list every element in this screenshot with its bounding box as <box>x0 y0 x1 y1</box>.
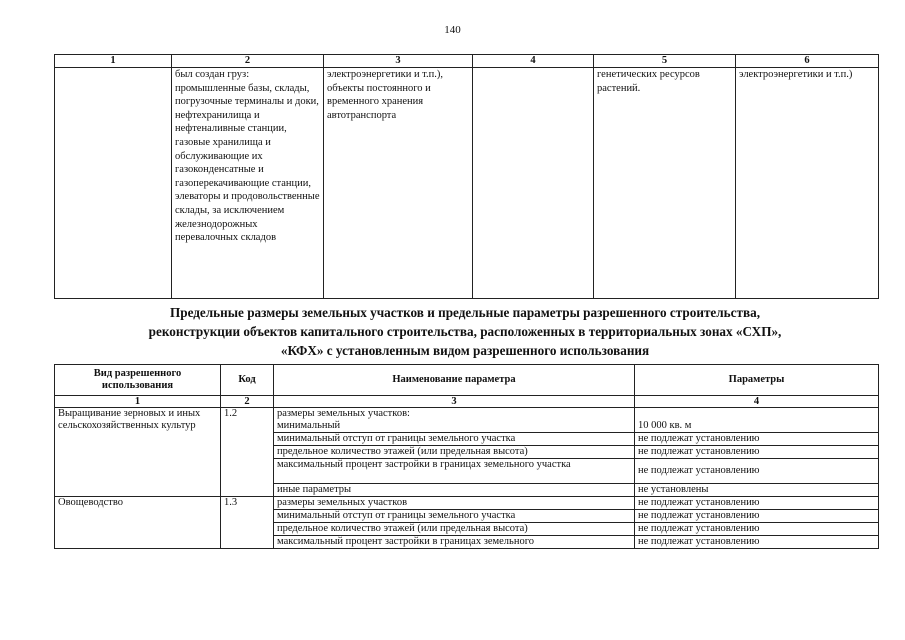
col-number: 1 <box>55 396 221 408</box>
param-value-cell: не подлежат установлению <box>635 497 879 510</box>
table-cell: был создан груз: промышленные базы, склады, погрузочные терминалы и доки, нефтехранилища и нефтеналивные станции, газовые хранилища и обслуживающие их газоконденсатные и газоперекачивающие станции, элеваторы и продовольственные склады, за исключением железнодорожных перевалочных складов <box>172 68 324 299</box>
table-row <box>55 497 879 510</box>
parameters-table <box>54 364 879 549</box>
section-heading <box>40 303 890 360</box>
col-number: 4 <box>473 55 594 68</box>
param-name-cell: максимальный процент застройки в границах земельного <box>274 536 635 549</box>
heading-line: «КФХ» с установленным видом разрешенного использования <box>280 343 650 358</box>
header-code: Код <box>221 365 274 396</box>
table-cell <box>55 68 172 299</box>
heading-line: реконструкции объектов капитального строительства, расположенных в территориальных зонах «СХП», <box>148 324 782 339</box>
table-row <box>55 68 879 299</box>
continued-table <box>54 54 879 299</box>
col-number: 3 <box>324 55 473 68</box>
param-value-cell: не подлежат установлению <box>635 510 879 523</box>
param-value-cell: не подлежат установлению <box>635 433 879 446</box>
page-number: 140 <box>444 24 461 36</box>
param-name-cell: минимальный отступ от границы земельного участка <box>274 510 635 523</box>
col-number: 2 <box>172 55 324 68</box>
param-name-cell: иные параметры <box>274 484 635 497</box>
table-row <box>55 408 879 433</box>
col-number: 4 <box>635 396 879 408</box>
col-number: 3 <box>274 396 635 408</box>
header-use: Вид разрешенного использования <box>55 365 221 396</box>
table-cell: электроэнергетики и т.п.) <box>736 68 879 299</box>
param-value-cell: не подлежат установлению <box>635 523 879 536</box>
col-number: 6 <box>736 55 879 68</box>
param-name-cell: размеры земельных участков <box>274 497 635 510</box>
param-value-cell: 10 000 кв. м <box>635 408 879 433</box>
col-number: 2 <box>221 396 274 408</box>
heading-line: Предельные размеры земельных участков и предельные параметры разрешенного строительства, <box>169 305 760 320</box>
param-name-cell: максимальный процент застройки в границах земельного участка <box>274 459 635 484</box>
col-number: 1 <box>55 55 172 68</box>
table-cell: генетических ресурсов растений. <box>594 68 736 299</box>
param-name-cell: минимальный отступ от границы земельного участка <box>274 433 635 446</box>
param-name-text: размеры земельных участков: минимальный <box>277 408 410 431</box>
table-cell <box>473 68 594 299</box>
use-type-cell: Выращивание зерновых и иных сельскохозяйственных культур <box>55 408 221 497</box>
param-value-cell: не подлежат установлению <box>635 446 879 459</box>
header-param-name: Наименование параметра <box>274 365 635 396</box>
table-cell: электроэнергетики и т.п.), объекты постоянного и временного хранения автотранспорта <box>324 68 473 299</box>
param-name-cell: предельное количество этажей (или предельная высота) <box>274 446 635 459</box>
code-cell: 1.2 <box>221 408 274 497</box>
code-cell: 1.3 <box>221 497 274 549</box>
column-number-row <box>55 396 879 408</box>
use-type-cell: Овощеводство <box>55 497 221 549</box>
col-number: 5 <box>594 55 736 68</box>
param-name-cell: предельное количество этажей (или предельная высота) <box>274 523 635 536</box>
param-value-cell: не подлежат установлению <box>635 459 879 484</box>
param-value-cell: не установлены <box>635 484 879 497</box>
header-row <box>55 365 879 396</box>
param-value-cell: не подлежат установлению <box>635 536 879 549</box>
param-name-cell <box>274 408 635 433</box>
column-number-row <box>55 55 879 68</box>
header-params: Параметры <box>635 365 879 396</box>
